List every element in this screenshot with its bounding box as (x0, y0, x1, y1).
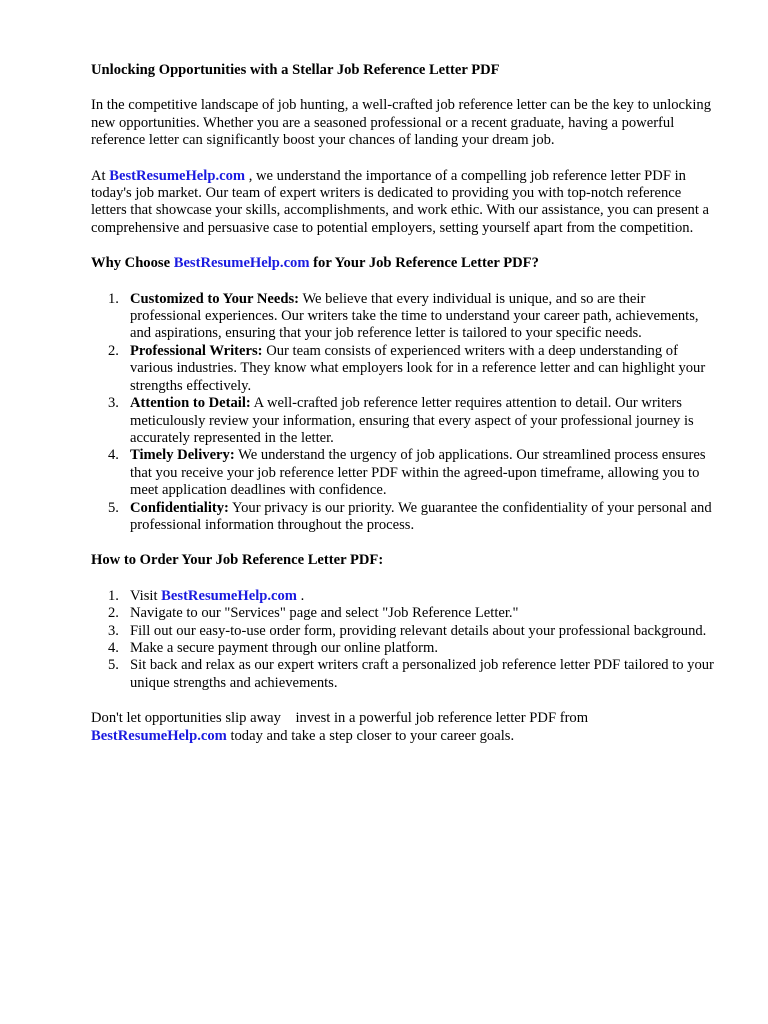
list-number: 2. (108, 605, 119, 622)
step-text: Visit (130, 587, 158, 604)
list-item (91, 447, 717, 499)
closing-text-end: today and take a step closer to your career goals. (230, 727, 515, 744)
list-number: 3. (108, 395, 119, 412)
benefit-text: We believe that every individual is unique, and so are their professional experiences. Our writers take the time to understand your career path, achievements, and aspirations, ensuring that your job reference letter is tailored to your specific needs. (130, 290, 699, 342)
about-paragraph (91, 168, 717, 238)
benefit-label: Professional Writers: (130, 342, 263, 359)
list-item (91, 657, 717, 692)
why-heading-prefix: Why Choose (91, 255, 171, 272)
list-number: 2. (108, 342, 119, 359)
benefit-label: Timely Delivery: (130, 447, 235, 464)
step-suffix: . (300, 587, 305, 604)
benefit-text: Your privacy is our priority. We guarantee the confidentiality of your personal and professional information throughout the process. (130, 499, 712, 533)
page-title: Unlocking Opportunities with a Stellar Job Reference Letter PDF (91, 62, 500, 78)
order-heading: How to Order Your Job Reference Letter PDF: (91, 552, 384, 569)
list-item (91, 395, 717, 447)
list-item (91, 500, 717, 535)
why-heading-suffix: for Your Job Reference Letter PDF? (313, 255, 539, 272)
bestresumehelp-link[interactable]: BestResumeHelp.com (109, 167, 246, 184)
step-text: Navigate to our "Services" page and select "Job Reference Letter." (130, 605, 519, 622)
document (91, 52, 717, 745)
benefit-text: We understand the urgency of job applications. Our streamlined process ensures that you receive your job reference letter PDF within the agreed-upon timeframe, allowing you to meet application deadlines with confidence. (130, 447, 706, 499)
benefit-label: Customized to Your Needs: (130, 290, 300, 307)
step-text: Fill out our easy-to-use order form, providing relevant details about your professional background. (130, 622, 707, 639)
list-item (91, 588, 717, 605)
closing-text: Don't let opportunities slip away invest in a powerful job reference letter PDF from (91, 710, 589, 727)
benefit-label: Attention to Detail: (130, 395, 251, 412)
step-text: Sit back and relax as our expert writers craft a personalized job reference letter PDF tailored to your unique strengths and achievements. (130, 657, 714, 691)
list-item (91, 640, 717, 657)
list-item (91, 605, 717, 622)
benefit-text: A well-crafted job reference letter requires attention to detail. Our writers meticulously review your information, ensuring that every aspect of your professional journey is accurately represented in the letter. (130, 395, 694, 446)
why-heading-link[interactable]: BestResumeHelp.com (173, 255, 310, 272)
list-item (91, 291, 717, 343)
list-number: 1. (108, 587, 119, 604)
closing-paragraph (91, 710, 717, 745)
benefit-text: Our team consists of experienced writers with a deep understanding of various industries. They know what employers look for in a reference letter and can highlight your strengths effectively. (130, 342, 706, 394)
list-number: 5. (108, 499, 119, 516)
list-number: 4. (108, 639, 119, 656)
order-steps-list (91, 588, 717, 692)
list-number: 3. (108, 622, 119, 639)
visit-link[interactable]: BestResumeHelp.com (161, 587, 297, 604)
benefit-label: Confidentiality: (130, 499, 229, 516)
step-text: Make a secure payment through our online platform. (130, 639, 438, 656)
intro-paragraph: In the competitive landscape of job hunting, a well-crafted job reference letter can be the key to unlocking new opportunities. Whether you are a seasoned professional or a recent graduate, having a powerful reference letter can significantly boost your chances of landing your dream job. (91, 97, 711, 149)
benefits-list (91, 291, 717, 535)
about-prefix: At (91, 167, 106, 184)
closing-link[interactable]: BestResumeHelp.com (91, 727, 227, 744)
list-number: 4. (108, 447, 119, 464)
list-number: 1. (108, 290, 119, 307)
about-text: , we understand the importance of a compelling job reference letter PDF in today's job market. Our team of expert writers is dedicated to providing you with top-notch reference letters that showcase your skills, accomplishments, and work ethic. With our assistance, you can present a comprehensive and persuasive case to potential employers, setting yourself apart from the competition. (91, 167, 710, 236)
list-item (91, 343, 717, 395)
list-number: 5. (108, 657, 119, 674)
why-heading (91, 255, 717, 272)
list-item (91, 623, 717, 640)
